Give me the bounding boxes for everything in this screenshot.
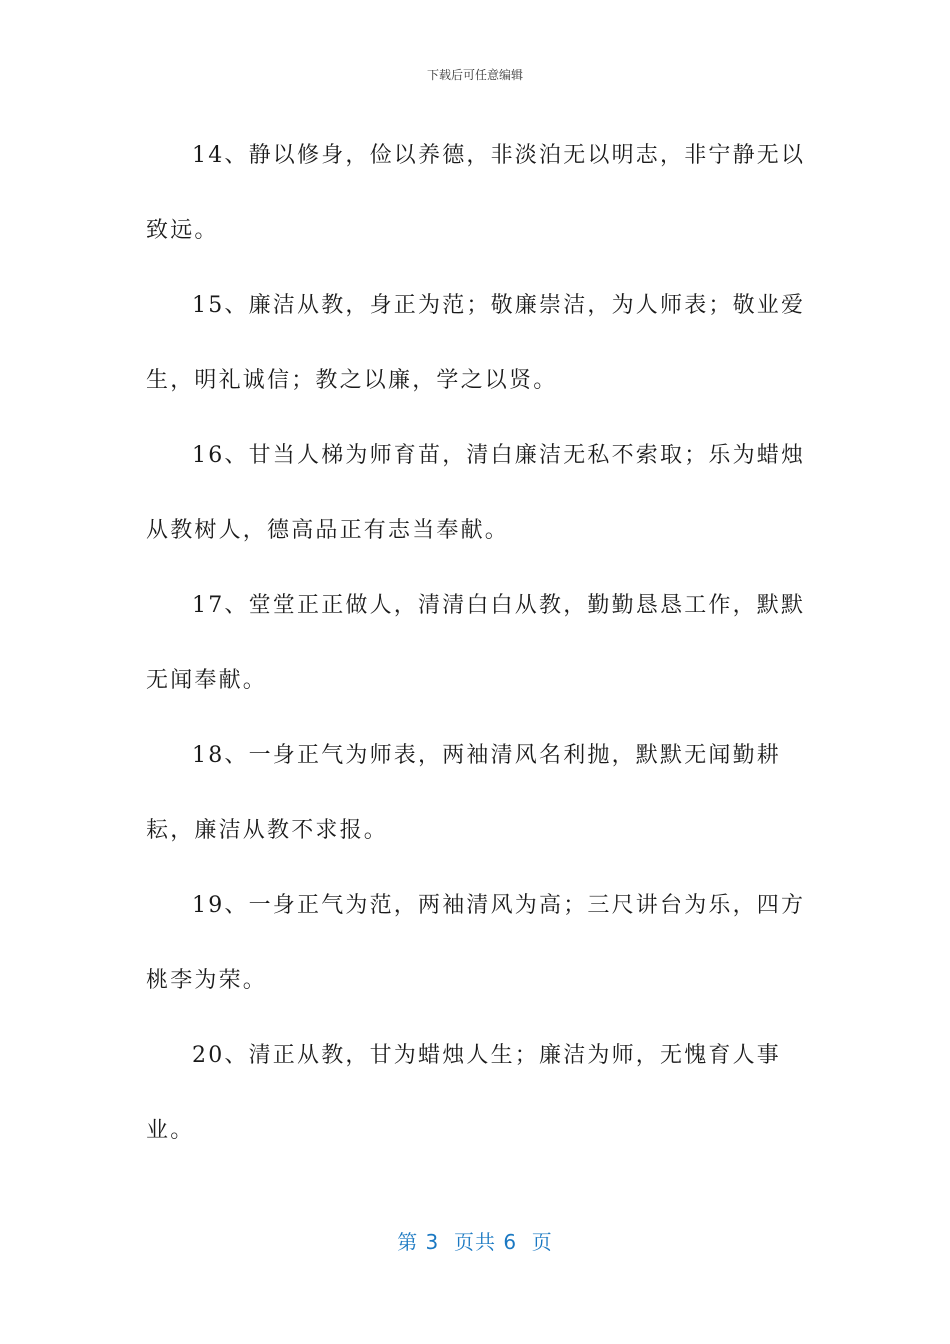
page-number: 第 3 页共 6 页 xyxy=(397,1230,553,1254)
header-note: 下载后可任意编辑 xyxy=(426,68,523,82)
document-body xyxy=(146,118,814,1168)
paragraph-19: 19、一身正气为范，两袖清风为高；三尺讲台为乐，四方桃李为荣。 xyxy=(146,893,806,993)
paragraph-17: 17、堂堂正正做人，清清白白从教，勤勤恳恳工作，默默无闻奉献。 xyxy=(146,593,806,693)
paragraph-20: 20、清正从教，甘为蜡烛人生；廉洁为师，无愧育人事业。 xyxy=(146,1043,781,1143)
paragraph-16: 16、甘当人梯为师育苗，清白廉洁无私不索取；乐为蜡烛从教树人，德高品正有志当奉献。 xyxy=(146,443,806,543)
paragraph-15: 15、廉洁从教，身正为范；敬廉崇洁，为人师表；敬业爱生，明礼诚信；教之以廉，学之以贤。 xyxy=(146,293,806,393)
paragraph-18: 18、一身正气为师表，两袖清风名利抛，默默无闻勤耕耘，廉洁从教不求报。 xyxy=(146,743,781,843)
paragraph-14: 14、静以修身，俭以养德，非淡泊无以明志，非宁静无以致远。 xyxy=(146,143,806,243)
